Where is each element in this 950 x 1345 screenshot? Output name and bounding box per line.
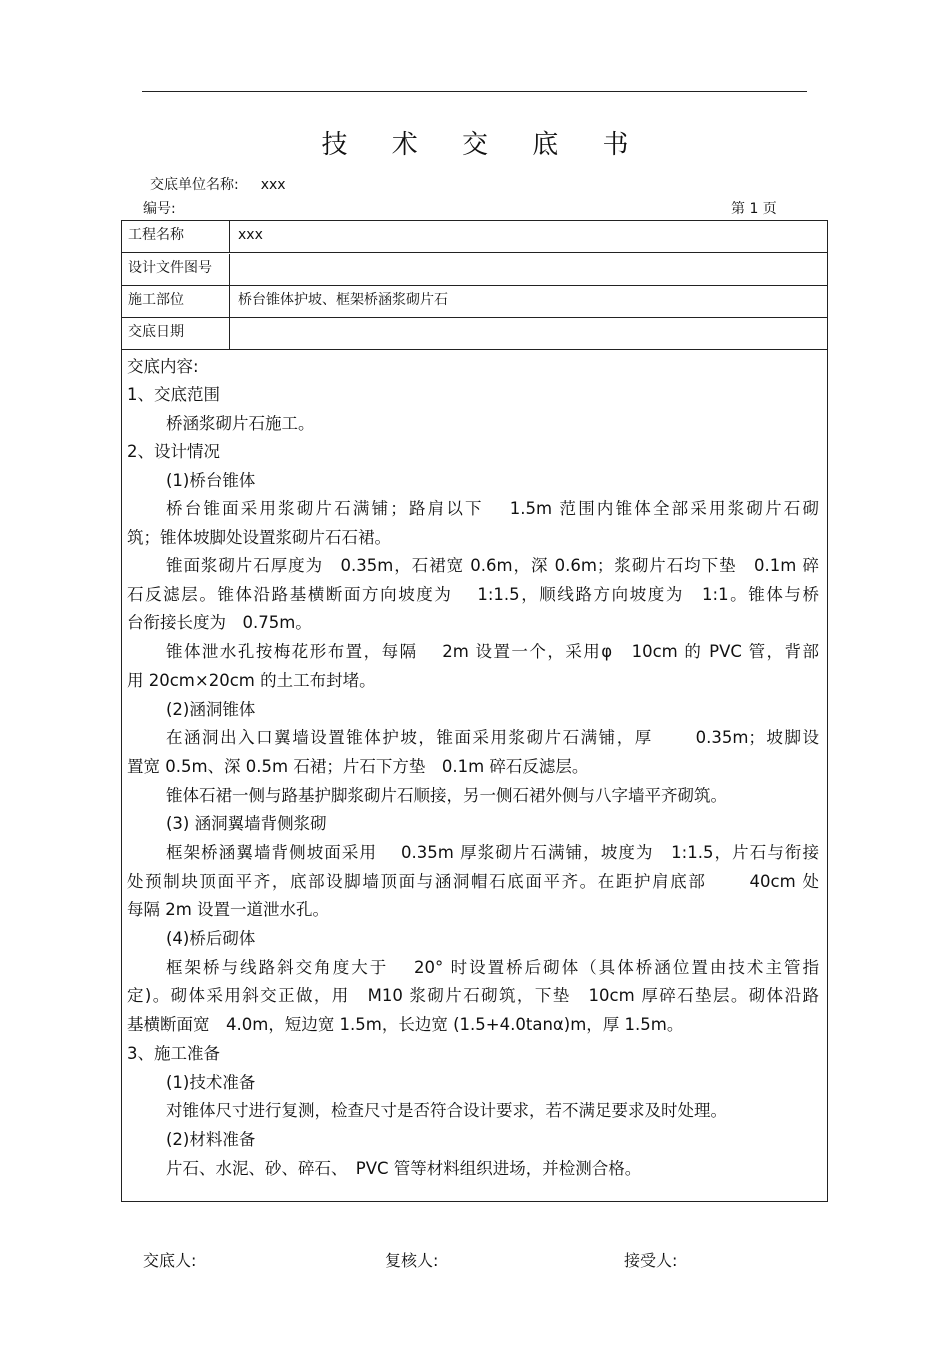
table-row — [122, 254, 827, 286]
content-line: 锥面浆砌片石厚度为 0.35m，石裙宽 0.6m，深 0.6m；浆砌片石均下垫 0.1m 碎 — [166, 556, 819, 575]
content-line: 桥涵浆砌片石施工。 — [166, 414, 315, 433]
section-heading: 1、交底范围 — [127, 385, 220, 404]
content-line: 定)。砌体采用斜交正做，用 M10 浆砌片石砌筑，下垫 10cm 厚碎石垫层。砌体沿路 — [127, 986, 819, 1005]
page-number: 第 1 页 — [731, 201, 777, 217]
content-line: 锥体石裙一侧与路基护脚浆砌片石顺接，另一侧石裙外侧与八字墙平齐砌筑。 — [166, 786, 727, 805]
content-line: 框架桥与线路斜交角度大于 20° 时设置桥后砌体（具体桥涵位置由技术主管指 — [166, 958, 819, 977]
reviewer-label: 复核人: — [385, 1251, 439, 1270]
content-line: 框架桥涵翼墙背侧坡面采用 0.35m 厚浆砌片石满铺，坡度为 1:1.5，片石与衔接 — [166, 843, 819, 862]
content-line: 石反滤层。锥体沿路基横断面方向坡度为 1:1.5，顺线路方向坡度为 1:1。锥体与桥 — [127, 585, 819, 604]
handover-person-label: 交底人: — [143, 1251, 197, 1270]
unit-name-line — [150, 174, 286, 194]
subsection-heading: (2)材料准备 — [166, 1130, 256, 1149]
content-heading: 交底内容: — [127, 357, 199, 376]
handover-date-value — [230, 318, 827, 349]
content-line: 基横断面宽 4.0m，短边宽 1.5m，长边宽 (1.5+4.0tanα)m，厚 1.5m。 — [127, 1015, 684, 1034]
handover-date-label: 交底日期 — [122, 318, 230, 349]
content-line: 每隔 2m 设置一道泄水孔。 — [127, 900, 330, 919]
content-line: 处预制块顶面平齐，底部设脚墙顶面与涵洞帽石底面平齐。在距护肩底部 40cm 处 — [127, 872, 819, 891]
table-row — [122, 286, 827, 318]
number-label: 编号: — [143, 201, 176, 217]
subsection-heading: (4)桥后砌体 — [166, 929, 256, 948]
content-line: 筑；锥体坡脚处设置浆砌片石石裙。 — [127, 528, 391, 547]
design-drawing-value — [230, 254, 827, 285]
subsection-heading: (3) 涵洞翼墙背侧浆砌 — [166, 814, 327, 833]
project-name-label: 工程名称 — [122, 221, 230, 252]
receiver-label: 接受人: — [624, 1251, 678, 1270]
section-heading: 3、施工准备 — [127, 1044, 220, 1063]
header-rule — [142, 91, 807, 92]
document-title: 技 术 交 底 书 — [321, 130, 647, 160]
content-line: 用 20cm×20cm 的土工布封堵。 — [127, 671, 376, 690]
construction-part-label: 施工部位 — [122, 286, 230, 317]
subsection-heading: (1)桥台锥体 — [166, 471, 256, 490]
project-name-value: xxx — [238, 227, 263, 243]
design-drawing-label: 设计文件图号 — [122, 254, 230, 285]
subsection-heading: (1)技术准备 — [166, 1073, 256, 1092]
table-row — [122, 318, 827, 350]
table-row — [122, 221, 827, 253]
content-line: 在涵洞出入口翼墙设置锥体护坡，锥面采用浆砌片石满铺，厚 0.35m；坡脚设 — [166, 728, 819, 747]
subsection-heading: (2)涵洞锥体 — [166, 700, 256, 719]
construction-part-value: 桥台锥体护坡、框架桥涵浆砌片石 — [238, 292, 448, 308]
content-line: 桥台锥面采用浆砌片石满铺；路肩以下 1.5m 范围内锥体全部采用浆砌片石砌 — [166, 499, 819, 518]
unit-name-value: xxx — [260, 177, 286, 193]
section-heading: 2、设计情况 — [127, 442, 220, 461]
unit-name-label: 交底单位名称: — [150, 177, 239, 193]
content-line: 置宽 0.5m、深 0.5m 石裙；片石下方垫 0.1m 碎石反滤层。 — [127, 757, 589, 776]
content-line: 对锥体尺寸进行复测，检查尺寸是否符合设计要求，若不满足要求及时处理。 — [166, 1101, 727, 1120]
content-line: 片石、水泥、砂、碎石、 PVC 管等材料组织进场，并检测合格。 — [166, 1159, 642, 1178]
content-line: 台衔接长度为 0.75m。 — [127, 613, 312, 632]
content-line: 锥体泄水孔按梅花形布置，每隔 2m 设置一个，采用φ 10cm 的 PVC 管，背部 — [166, 642, 819, 661]
